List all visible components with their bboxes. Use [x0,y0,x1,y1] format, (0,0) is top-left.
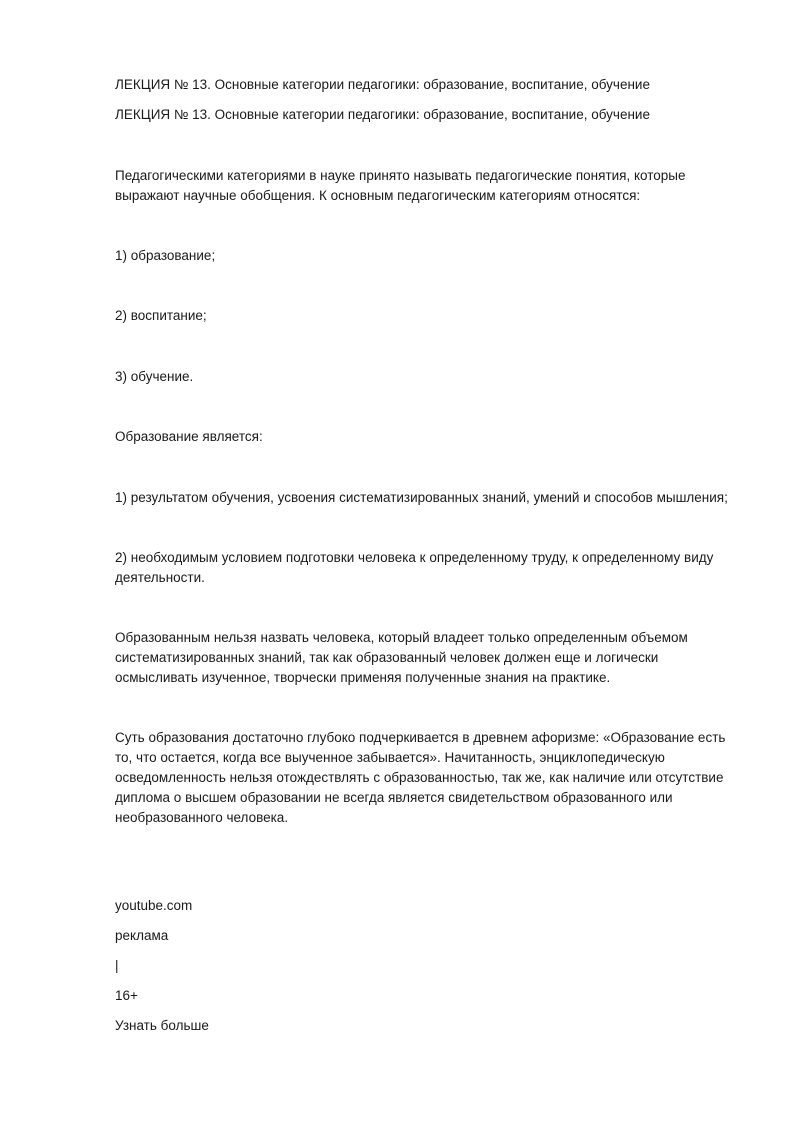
list-item: 1) результатом обучения, усвоения систематизированных знаний, умений и способов мышления; [115,490,728,505]
intro-paragraph: Педагогическими категориями в науке принято называть педагогические понятия, которые выражают научные обобщения. К основным педагогическим категориям относятся: [115,168,686,203]
education-heading: Образование является: [115,429,263,444]
ad-age-rating: 16+ [115,988,138,1003]
list-item: 2) воспитание; [115,308,207,323]
list-item: 2) необходимым условием подготовки человека к определенному труду, к определенному виду деятельности. [115,550,714,585]
ad-separator: | [115,958,119,973]
ad-label: реклама [115,928,169,943]
body-paragraph: Образованным нельзя назвать человека, который владеет только определенным объемом систематизированных знаний, так как образованный человек должен еще и логически осмысливать изученное, творчески применяя полученные знания на практике. [115,630,688,685]
list-item: 3) обучение. [115,369,194,384]
lecture-title: ЛЕКЦИЯ № 13. Основные категории педагогики: образование, воспитание, обучение [115,77,650,92]
body-paragraph: Суть образования достаточно глубоко подчеркивается в древнем афоризме: «Образование есть то, что остается, когда все выученное забывается». Начитанность, энциклопедическую осведомленность нельзя отождествлять с образованностью, так же, как наличие или отсутствие диплома о высшем образовании не всегда является свидетельством образованного или необразованного человека. [115,730,726,825]
lecture-title-repeat: ЛЕКЦИЯ № 13. Основные категории педагогики: образование, воспитание, обучение [115,107,650,122]
ad-domain-link[interactable]: youtube.com [115,898,193,913]
ad-learn-more-link[interactable]: Узнать больше [115,1018,209,1033]
list-item: 1) образование; [115,248,216,263]
